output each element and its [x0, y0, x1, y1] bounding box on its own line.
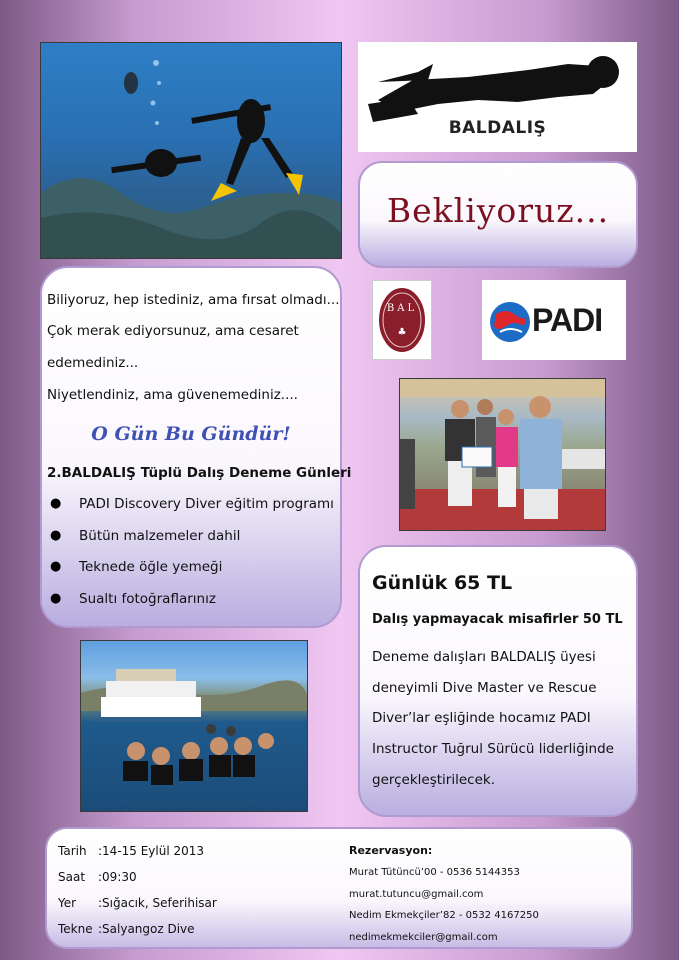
boat-photo — [80, 640, 308, 812]
detail-value: :Salyangoz Dive — [98, 922, 195, 936]
program-title: 2.BALDALIŞ Tüplü Dalış Deneme Günleri — [47, 465, 352, 481]
reservation-line-2: Nedim Ekmekçiler’82 - 0532 4167250 — [349, 910, 539, 921]
detail-label: Tekne — [58, 922, 93, 936]
reservation-email-2[interactable]: nedimekmekciler@gmail.com — [349, 932, 498, 943]
padi-globe-icon — [488, 300, 532, 344]
detail-label: Yer — [58, 896, 77, 910]
divers-scene — [41, 43, 341, 258]
group-scene — [400, 379, 605, 530]
underwater-photo — [40, 42, 342, 259]
svg-text:♣: ♣ — [397, 327, 407, 338]
bullet-icon: ● — [50, 528, 62, 543]
price-sub: Dalış yapmayacak misafirler 50 TL — [372, 612, 623, 627]
detail-label: Tarih — [58, 844, 87, 858]
reservation-line-1: Murat Tütüncü’00 - 0536 5144353 — [349, 867, 520, 878]
intro-line-1: Biliyoruz, hep istediniz, ama fırsat olmadı... — [47, 292, 340, 308]
bullet-icon: ● — [50, 591, 62, 606]
diver-silhouette-icon — [358, 42, 637, 122]
detail-label: Saat — [58, 870, 86, 884]
reservation-email-1[interactable]: murat.tutuncu@gmail.com — [349, 889, 484, 900]
price-desc-4: Instructor Tuğrul Sürücü liderliğinde — [372, 741, 614, 757]
price-desc-2: deneyimli Dive Master ve Rescue — [372, 680, 597, 696]
bal-club-badge — [372, 280, 432, 360]
heading-text: Bekliyoruz... — [386, 191, 610, 230]
price-desc-1: Deneme dalışları BALDALIŞ üyesi — [372, 649, 596, 665]
bullet-icon: ● — [50, 559, 62, 574]
detail-value: :Sığacık, Seferihisar — [98, 896, 217, 910]
price-desc-3: Diver’lar eşliğinde hocamız PADI — [372, 710, 591, 726]
intro-line-3: edemediniz... — [47, 355, 139, 371]
heading-card — [358, 161, 638, 268]
padi-text: PADI — [532, 302, 603, 338]
price-desc-5: gerçekleştirilecek. — [372, 772, 496, 788]
intro-line-4: Niyetlendiniz, ama güvenemediniz.... — [47, 387, 298, 403]
bal-letters: BAL — [386, 303, 418, 314]
bal-club-badge-icon — [373, 281, 431, 359]
program-list: ● PADI Discovery Diver eğitim programı ● Bütün malzemeler dahil ● Teknede öğle yemeği ● Sualtı fotoğraflarınız — [50, 496, 334, 607]
boat-scene — [81, 641, 307, 811]
intro-line-2: Çok merak ediyorsunuz, ama cesaret — [47, 323, 299, 339]
logo-text: BALDALIŞ — [448, 118, 547, 138]
padi-logo — [482, 280, 626, 360]
reservation-title: Rezervasyon: — [349, 844, 433, 857]
group-photo — [399, 378, 606, 531]
detail-value: :14-15 Eylül 2013 — [98, 844, 205, 858]
bullet-icon: ● — [50, 496, 62, 511]
detail-value: :09:30 — [98, 870, 137, 884]
baldalis-logo — [358, 42, 637, 152]
price-main: Günlük 65 TL — [372, 572, 513, 594]
slogan: O Gün Bu Gündür! — [91, 423, 291, 445]
